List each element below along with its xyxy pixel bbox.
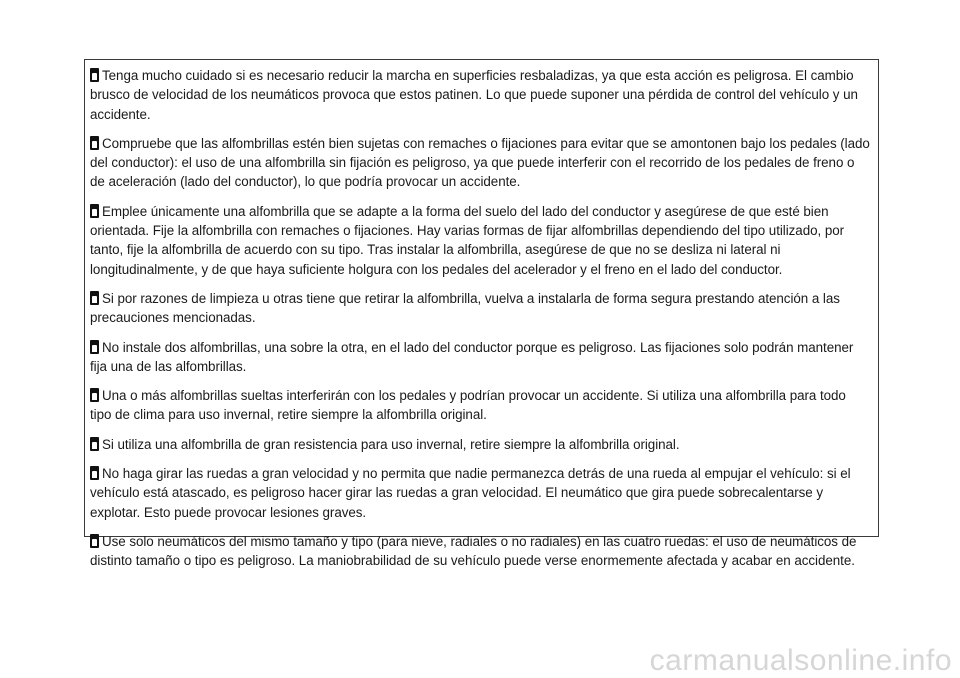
warning-paragraph-text: No instale dos alfombrillas, una sobre la otra, en el lado del conductor porque es peligroso. Las fijaciones solo podrán mantener fija una de las alfombrillas. [90,339,854,374]
warning-bullet-icon [90,204,99,218]
warning-bullet-icon [90,437,99,451]
warning-paragraph-text: Si por razones de limpieza u otras tiene que retirar la alfombrilla, vuelva a instalarla de forma segura prestando atención a las precauciones mencionadas. [90,290,840,326]
warning-paragraph [90,464,870,522]
warning-paragraph [90,66,870,124]
warning-paragraph [90,532,870,571]
warning-paragraph [90,289,870,328]
warning-paragraph-text: Tenga mucho cuidado si es necesario reducir la marcha en superficies resbaladizas, ya que esta acción es peligrosa. El cambio brusco de velocidad de los neumáticos provoca que estos patinen. Lo que puede suponer una pérdida de control del vehículo y un accidente. [90,68,858,122]
warning-paragraph-text: Emplee únicamente una alfombrilla que se adapte a la forma del suelo del lado del conductor y asegúrese de que esté bien orientada. Fije la alfombrilla con remaches o fijaciones. Hay varias formas de fijar alfombrillas dependiendo del tipo utilizado, por tanto, fije la alfombrilla de acuerdo con su tipo. Tras instalar la alfombrilla, asegúrese de que no se desliza ni lateral ni longitudinalmente, y de que haya suficiente holgura con los pedales del acelerador y el freno en el lado del conductor. [90,203,845,277]
watermark-text: carmanualsonline.info [649,644,952,677]
warning-paragraph [90,202,870,279]
warning-box [84,59,879,569]
warning-paragraph [90,386,870,425]
warning-paragraph-text: No haga girar las ruedas a gran velocidad y no permita que nadie permanezca detrás de una rueda al empujar el vehículo: si el vehículo está atascado, es peligroso hacer girar las ruedas a gran velocidad. El neumático que gira puede sobrecalentarse y explotar. Esto puede provocar lesiones graves. [90,466,851,520]
warning-bullet-icon [90,534,99,548]
warning-bullet-icon [90,136,99,150]
warning-bullet-icon [90,388,99,402]
warning-paragraph [90,338,870,377]
warning-bullet-icon [90,340,99,354]
warning-paragraph-text: Use solo neumáticos del mismo tamaño y tipo (para nieve, radiales o no radiales) en las cuatro ruedas: el uso de neumáticos de distinto tamaño o tipo es peligroso. La maniobrabilidad de su vehículo puede verse enormemente afectada y acabar en accidente. [90,533,857,569]
warning-bullet-icon [90,291,99,305]
warning-bullet-icon [90,466,99,480]
warning-bullet-icon [90,68,99,82]
warning-paragraph-text: Si utiliza una alfombrilla de gran resistencia para uso invernal, retire siempre la alfombrilla original. [102,436,680,452]
warning-paragraph-text: Compruebe que las alfombrillas estén bien sujetas con remaches o fijaciones para evitar que se amontonen bajo los pedales (lado del conductor): el uso de una alfombrilla sin fijación es peligroso, ya que puede interferir con el recorrido de los pedales de freno o de aceleración (lado del conductor), lo que podría provocar un accidente. [90,135,870,190]
warning-paragraph-text: Una o más alfombrillas sueltas interferirán con los pedales y podrían provocar un accidente. Si utiliza una alfombrilla para todo tipo de clima para uso invernal, retire siempre la alfombrilla original. [90,388,846,423]
warning-paragraph [90,435,870,454]
warning-paragraph [90,134,870,192]
